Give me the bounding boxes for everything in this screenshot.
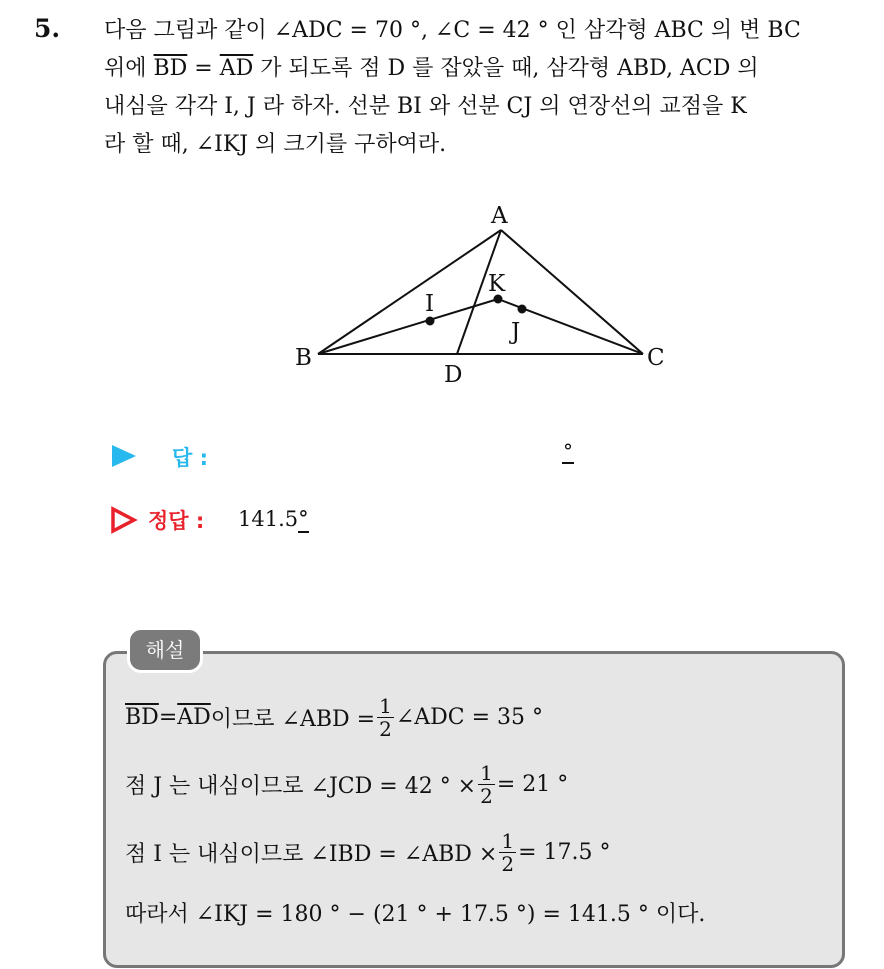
edge-ab — [318, 230, 501, 354]
fraction-half — [499, 830, 516, 875]
label-b: B — [295, 345, 312, 371]
label-j: J — [511, 319, 521, 345]
problem-line-3: 내심을 각각 I, J 라 하자. 선분 BI 와 선분 CJ 의 연장선의 교점을 K — [104, 94, 747, 119]
label-k: K — [488, 271, 506, 297]
problem-line-1: 다음 그림과 같이 ∠ADC = 70 °, ∠C = 42 ° 인 삼각형 ABC 의 변 BC — [104, 18, 801, 43]
correct-answer-value — [238, 507, 309, 531]
correct-answer-row — [110, 505, 630, 541]
play-triangle-icon — [110, 443, 138, 469]
label-i: I — [425, 291, 435, 317]
solution-tag: 해설 — [127, 627, 203, 673]
correct-answer-label: 정답 : — [148, 509, 205, 533]
sol-equals: = — [158, 705, 178, 730]
fraction-half — [478, 762, 495, 807]
label-c: C — [647, 345, 665, 371]
solution-line-2 — [125, 762, 568, 807]
problem-line-2-part: 위에 — [104, 56, 154, 81]
problem-line-2 — [104, 50, 874, 88]
sol-line-1-text: 이므로 ∠ABD = — [210, 707, 376, 732]
answer-row — [110, 440, 630, 476]
fraction-numerator: 1 — [480, 761, 493, 785]
fraction-numerator: 1 — [379, 694, 392, 718]
sol-line-3-tail: = 17.5 ° — [518, 840, 611, 865]
point-j — [518, 305, 527, 314]
correct-answer-unit: ° — [298, 507, 309, 531]
correct-answer-number: 141.5 — [238, 507, 299, 531]
problem-text — [104, 12, 874, 164]
fraction-half — [377, 695, 394, 740]
line-bk — [318, 299, 498, 354]
sol-segment-bd: $\overline{BD}$ — [125, 705, 159, 730]
answer-blank-field[interactable]: ° — [563, 439, 573, 463]
fraction-denominator: 2 — [480, 784, 493, 808]
problem-line-2-rest: 가 되도록 점 D 를 잡았을 때, 삼각형 ABD, ACD 의 — [253, 56, 759, 81]
label-a: A — [491, 203, 508, 229]
outline-triangle-icon — [110, 506, 138, 534]
sol-line-2-tail: = 21 ° — [496, 772, 569, 797]
sol-line-1-tail: ∠ADC = 35 ° — [395, 705, 544, 730]
sol-line-3-text: 점 I 는 내심이므로 ∠IBD = ∠ABD × — [125, 842, 498, 867]
segment-bd: $\overline{BD}$ — [153, 56, 188, 81]
solution-line-4 — [125, 897, 705, 928]
answer-label: 답 : — [172, 446, 208, 470]
fraction-numerator: 1 — [501, 829, 515, 853]
point-i — [426, 317, 435, 326]
segment-ad: $\overline{AD}$ — [219, 56, 254, 81]
fraction-denominator: 2 — [501, 852, 515, 876]
problem-line-4: 라 할 때, ∠IKJ 의 크기를 구하여라. — [104, 132, 447, 157]
edge-ac — [501, 230, 643, 354]
sol-line-4-text: 따라서 ∠IKJ = 180 ° − (21 ° + 17.5 °) = 141.5 ° 이다. — [125, 902, 706, 927]
question-number: 5. — [34, 14, 61, 43]
label-d: D — [444, 362, 463, 388]
solution-line-3 — [125, 830, 610, 875]
sol-segment-ad: $\overline{AD}$ — [177, 705, 211, 730]
equals-sign: = — [187, 56, 220, 81]
fraction-denominator: 2 — [379, 717, 392, 741]
triangle-figure — [285, 195, 685, 400]
sol-line-2-text: 점 J 는 내심이므로 ∠JCD = 42 ° × — [125, 774, 477, 799]
solution-line-1 — [125, 695, 543, 740]
